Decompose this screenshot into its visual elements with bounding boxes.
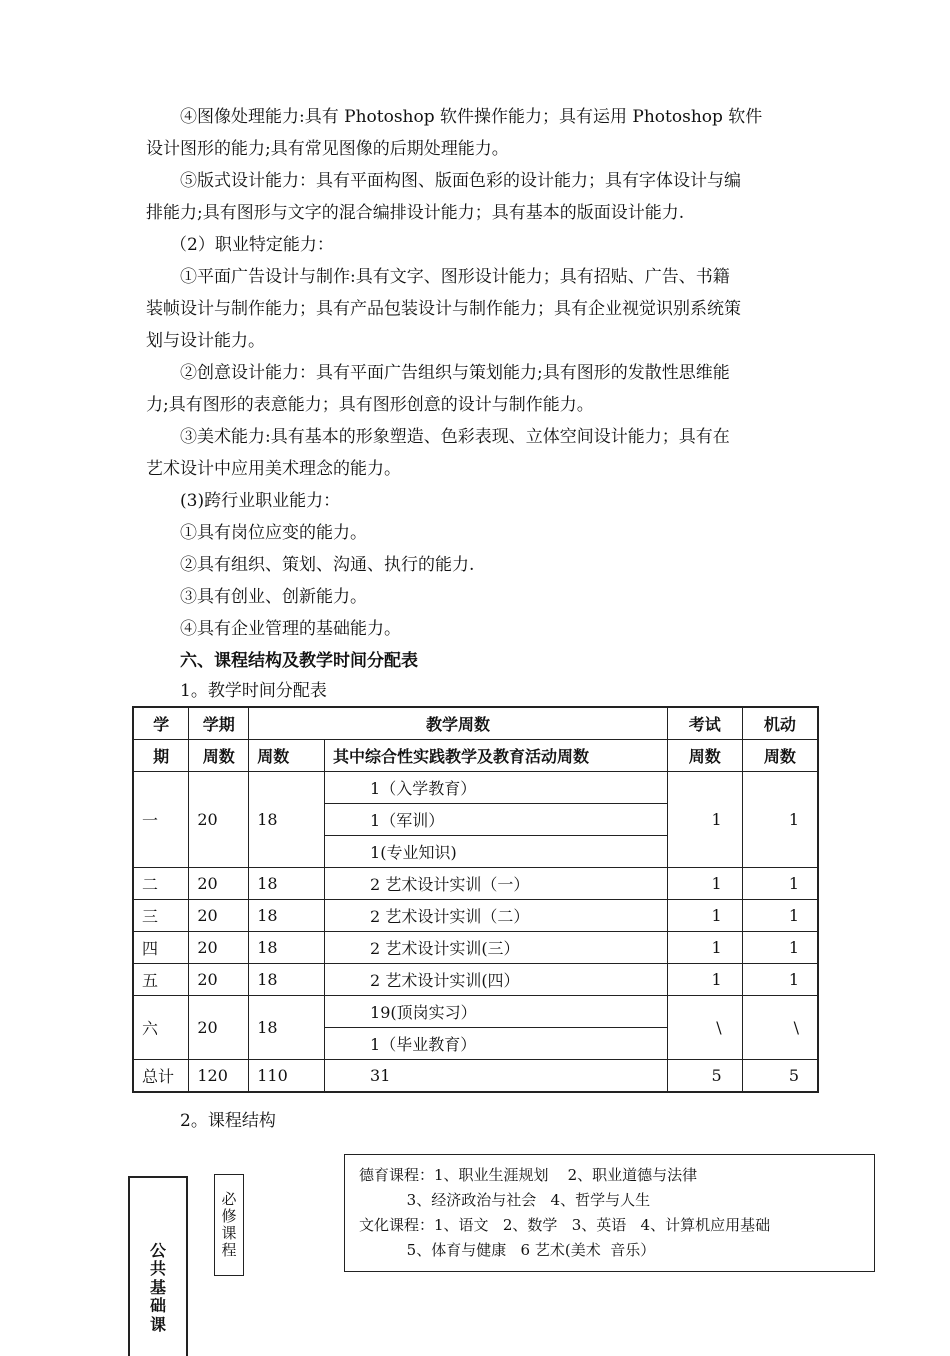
header-semester-weeks-2: 周数 — [189, 740, 249, 772]
practice-cell: 1（军训） — [325, 804, 668, 836]
table-row — [133, 996, 818, 1028]
table-row — [133, 868, 818, 900]
semester-weeks-cell: 20 — [189, 996, 249, 1060]
teaching-time-table — [132, 706, 819, 1093]
header-weeks: 周数 — [249, 740, 325, 772]
para-art-ability-cont: 艺术设计中应用美术理念的能力。 — [146, 459, 401, 479]
public-label-char: 课 — [149, 1314, 166, 1334]
para-layout-design: ⑤版式设计能力：具有平面构图、版面色彩的设计能力；具有字体设计与编 — [180, 171, 741, 191]
semester-cell: 六 — [133, 996, 189, 1060]
flex-cell: 1 — [742, 900, 818, 932]
weeks-cell: 18 — [249, 996, 325, 1060]
flex-cell: 1 — [742, 964, 818, 996]
required-label-char: 修 — [221, 1206, 237, 1225]
semester-weeks-cell: 20 — [189, 900, 249, 932]
weeks-cell: 18 — [249, 900, 325, 932]
para-cross-4: ④具有企业管理的基础能力。 — [180, 619, 401, 639]
semester-weeks-cell: 20 — [189, 932, 249, 964]
practice-cell: 1（毕业教育） — [325, 1028, 668, 1060]
practice-cell: 19(顶岗实习） — [325, 996, 668, 1028]
practice-cell: 1(专业知识) — [325, 836, 668, 868]
required-course-box — [214, 1174, 244, 1276]
header-exam-1: 考试 — [667, 707, 742, 740]
practice-cell: 2 艺术设计实训(四） — [325, 964, 668, 996]
semester-cell: 一 — [133, 772, 189, 868]
practice-cell: 31 — [325, 1060, 668, 1093]
para-creative-design-cont: 力;具有图形的表意能力；具有图形创意的设计与制作能力。 — [146, 395, 594, 415]
para-specific-ability: （2）职业特定能力： — [170, 235, 334, 255]
table-row-total — [133, 1060, 818, 1093]
subheading-course-structure: 2。课程结构 — [180, 1111, 276, 1131]
semester-cell: 三 — [133, 900, 189, 932]
weeks-cell: 18 — [249, 772, 325, 868]
subheading-time-table: 1。教学时间分配表 — [180, 681, 327, 701]
culture-courses-line-2: 5、体育与健康 6 艺术(美术 音乐） — [359, 1241, 656, 1259]
semester-cell: 总计 — [133, 1060, 189, 1093]
required-label-char: 程 — [221, 1241, 237, 1260]
exam-cell: 1 — [667, 772, 742, 868]
header-flex-1: 机动 — [742, 707, 818, 740]
header-semester-weeks-1: 学期 — [189, 707, 249, 740]
exam-cell: 1 — [667, 932, 742, 964]
para-cross-3: ③具有创业、创新能力。 — [180, 587, 367, 607]
exam-cell: 1 — [667, 900, 742, 932]
table-row — [133, 964, 818, 996]
para-creative-design: ②创意设计能力：具有平面广告组织与策划能力;具有图形的发散性思维能 — [180, 363, 730, 383]
exam-cell: \ — [667, 996, 742, 1060]
para-ad-design-cont2: 划与设计能力。 — [146, 331, 265, 351]
header-semester-2: 期 — [133, 740, 189, 772]
header-teaching-weeks: 教学周数 — [249, 707, 668, 740]
public-label-char: 基 — [149, 1277, 166, 1297]
flex-cell: \ — [742, 996, 818, 1060]
weeks-cell: 18 — [249, 868, 325, 900]
para-cross-1: ①具有岗位应变的能力。 — [180, 523, 367, 543]
header-semester-1: 学 — [133, 707, 189, 740]
weeks-cell: 18 — [249, 932, 325, 964]
public-label-char: 础 — [149, 1296, 166, 1316]
weeks-cell: 110 — [249, 1060, 325, 1093]
table-row — [133, 932, 818, 964]
exam-cell: 1 — [667, 964, 742, 996]
table-row — [133, 772, 818, 804]
exam-cell: 5 — [667, 1060, 742, 1093]
section-title: 六、课程结构及教学时间分配表 — [180, 651, 418, 671]
moral-courses-line-1: 德育课程：1、职业生涯规划 2、职业道德与法律 — [359, 1166, 698, 1184]
moral-courses-line-2: 3、经济政治与社会 4、哲学与人生 — [359, 1191, 651, 1209]
practice-cell: 2 艺术设计实训（一） — [325, 868, 668, 900]
course-list-box — [344, 1154, 875, 1272]
para-image-processing: ④图像处理能力:具有 Photoshop 软件操作能力；具有运用 Photoshop 软件 — [180, 107, 763, 127]
para-ad-design: ①平面广告设计与制作:具有文字、图形设计能力；具有招贴、广告、书籍 — [180, 267, 730, 287]
semester-weeks-cell: 20 — [189, 868, 249, 900]
flex-cell: 1 — [742, 932, 818, 964]
table-row — [133, 900, 818, 932]
public-label-char: 公 — [149, 1241, 166, 1260]
header-exam-2: 周数 — [667, 740, 742, 772]
semester-weeks-cell: 120 — [189, 1060, 249, 1093]
para-image-processing-cont: 设计图形的能力;具有常见图像的后期处理能力。 — [146, 139, 509, 159]
exam-cell: 1 — [667, 868, 742, 900]
practice-cell: 2 艺术设计实训(三） — [325, 932, 668, 964]
flex-cell: 1 — [742, 868, 818, 900]
public-label-char: 共 — [149, 1259, 166, 1279]
semester-cell: 四 — [133, 932, 189, 964]
required-label-char: 课 — [221, 1224, 237, 1242]
flex-cell: 1 — [742, 772, 818, 868]
semester-weeks-cell: 20 — [189, 964, 249, 996]
para-layout-design-cont: 排能力;具有图形与文字的混合编排设计能力；具有基本的版面设计能力. — [146, 203, 685, 223]
flex-cell: 5 — [742, 1060, 818, 1093]
header-flex-2: 周数 — [742, 740, 818, 772]
practice-cell: 2 艺术设计实训（二） — [325, 900, 668, 932]
semester-weeks-cell: 20 — [189, 772, 249, 868]
culture-courses-line-1: 文化课程：1、语文 2、数学 3、英语 4、计算机应用基础 — [359, 1216, 771, 1234]
semester-cell: 二 — [133, 868, 189, 900]
weeks-cell: 18 — [249, 964, 325, 996]
para-art-ability: ③美术能力:具有基本的形象塑造、色彩表现、立体空间设计能力；具有在 — [180, 427, 730, 447]
required-label-char: 必 — [221, 1189, 237, 1208]
para-cross-2: ②具有组织、策划、沟通、执行的能力. — [180, 555, 475, 575]
semester-cell: 五 — [133, 964, 189, 996]
para-cross-industry: (3)跨行业职业能力： — [180, 491, 341, 511]
para-ad-design-cont1: 装帧设计与制作能力；具有产品包装设计与制作能力；具有企业视觉识别系统策 — [146, 299, 741, 319]
public-basic-course-box — [128, 1176, 188, 1356]
practice-cell: 1（入学教育） — [325, 772, 668, 804]
header-practice-weeks: 其中综合性实践教学及教育活动周数 — [325, 740, 668, 772]
